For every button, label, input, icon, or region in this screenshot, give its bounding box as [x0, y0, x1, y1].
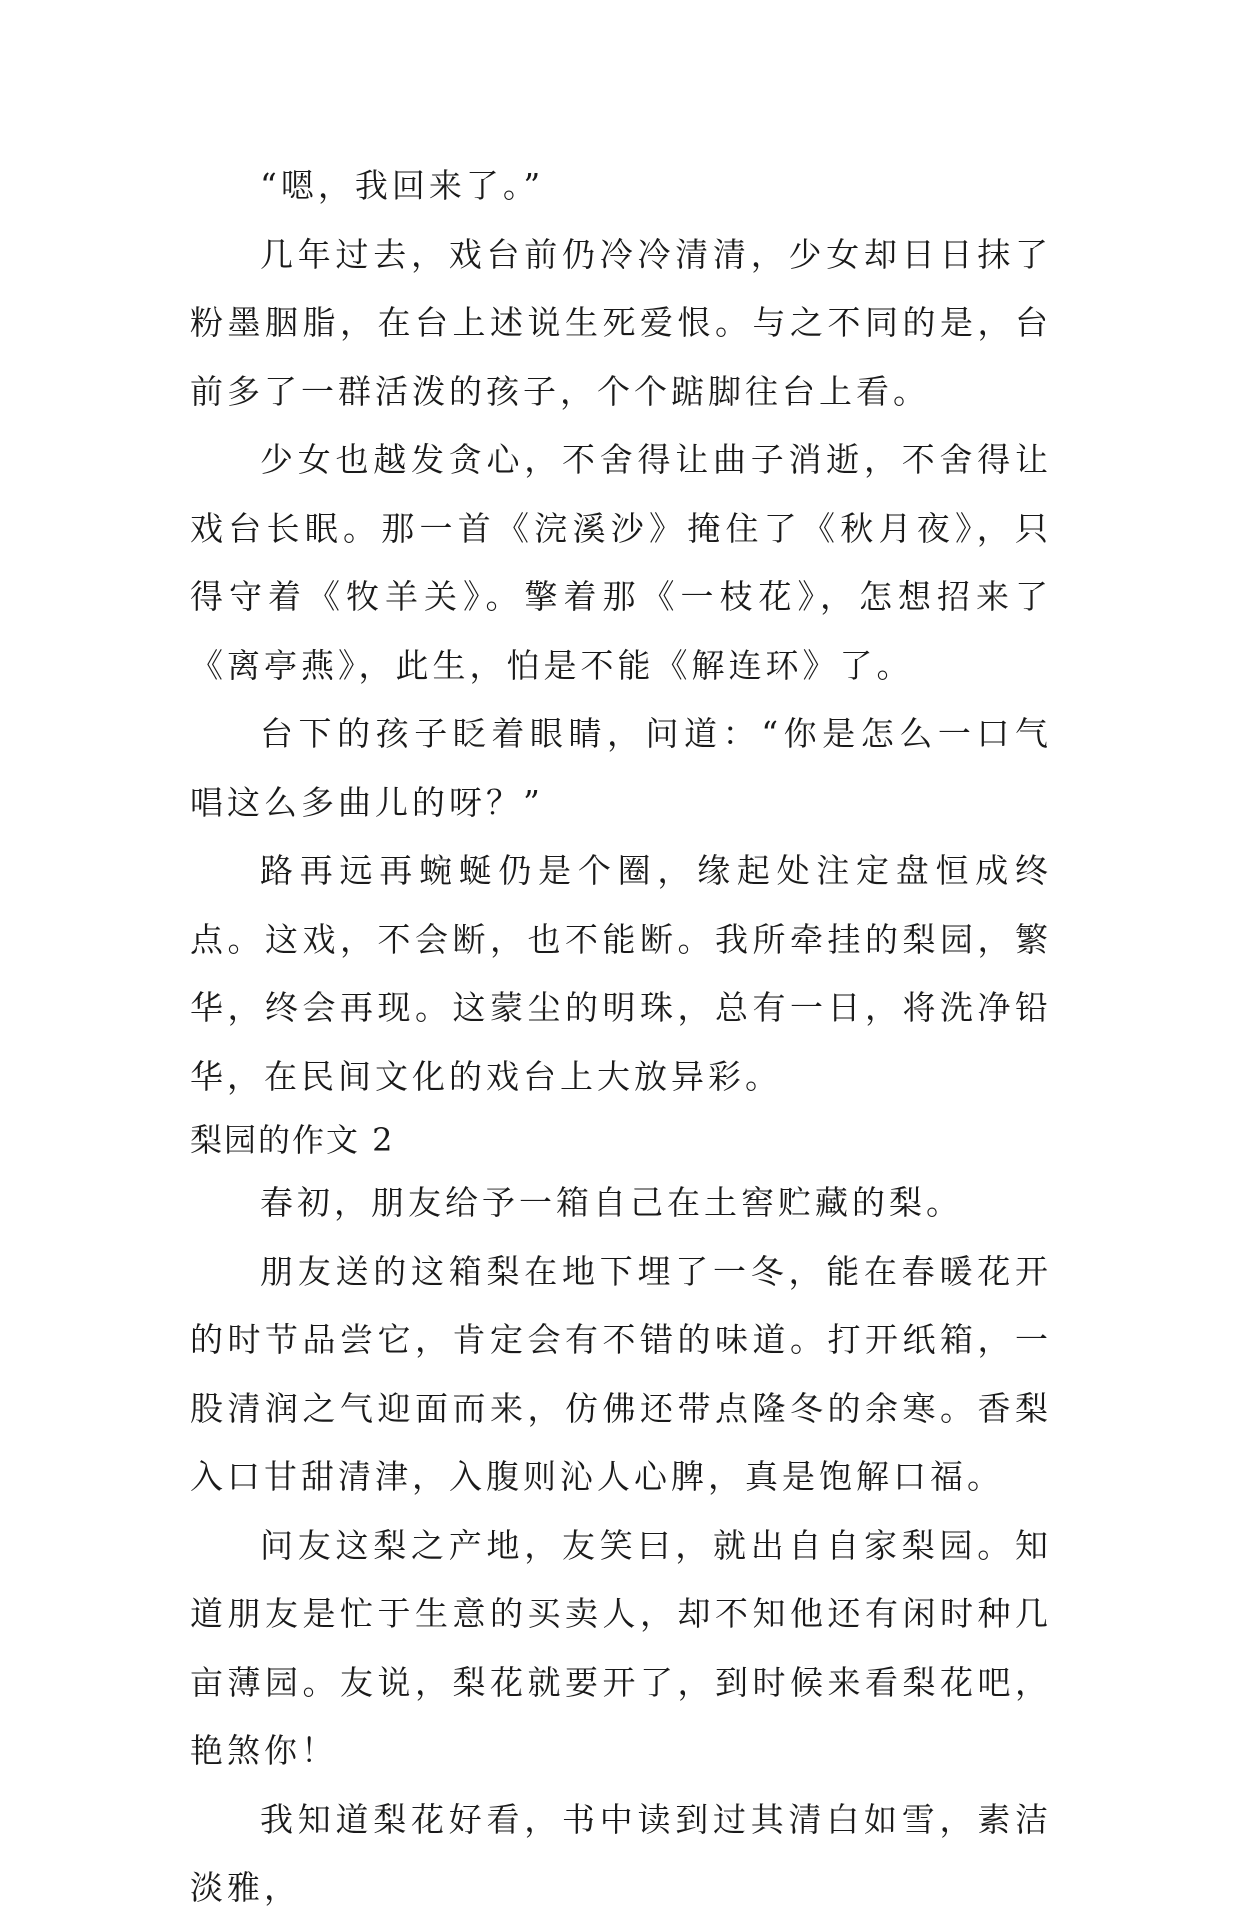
- paragraph: 问友这梨之产地，友笑曰，就出自自家梨园。知道朋友是忙于生意的买卖人，却不知他还有闲时种几亩薄园。友说，梨花就要开了，到时候来看梨花吧，艳煞你！: [190, 1525, 1052, 1770]
- section-heading: 梨园的作文 2: [190, 1121, 395, 1159]
- paragraph: 台下的孩子眨着眼睛，问道：“你是怎么一口气唱这么多曲儿的呀？”: [190, 714, 1052, 822]
- paragraph: 路再远再蜿蜒仍是个圈，缘起处注定盘恒成终点。这戏，不会断，也不能断。我所牵挂的梨园，繁华，终会再现。这蒙尘的明珠，总有一日，将洗净铅华，在民间文化的戏台上大放异彩。: [190, 851, 1052, 1096]
- paragraph: 我知道梨花好看，书中读到过其清白如雪，素洁淡雅，: [190, 1799, 1052, 1907]
- document-page: [190, 152, 1052, 1923]
- paragraph: 几年过去，戏台前仍冷冷清清，少女却日日抹了粉墨胭脂，在台上述说生死爱恨。与之不同的是，台前多了一群活泼的孩子，个个踮脚往台上看。: [190, 234, 1052, 411]
- paragraph: 春初，朋友给予一箱自己在土窖贮藏的梨。: [260, 1183, 963, 1222]
- paragraph: 少女也越发贪心，不舍得让曲子消逝，不舍得让戏台长眠。那一首《浣溪沙》掩住了《秋月夜》，只得守着《牧羊关》。擎着那《一枝花》，怎想招来了《离亭燕》，此生，怕是不能《解连环》了。: [190, 440, 1052, 685]
- paragraph: 朋友送的这箱梨在地下埋了一冬，能在春暖花开的时节品尝它，肯定会有不错的味道。打开纸箱，一股清润之气迎面而来，仿佛还带点隆冬的余寒。香梨入口甘甜清津，入腹则沁人心脾，真是饱解口福。: [190, 1251, 1052, 1496]
- paragraph: “嗯，我回来了。”: [260, 166, 545, 205]
